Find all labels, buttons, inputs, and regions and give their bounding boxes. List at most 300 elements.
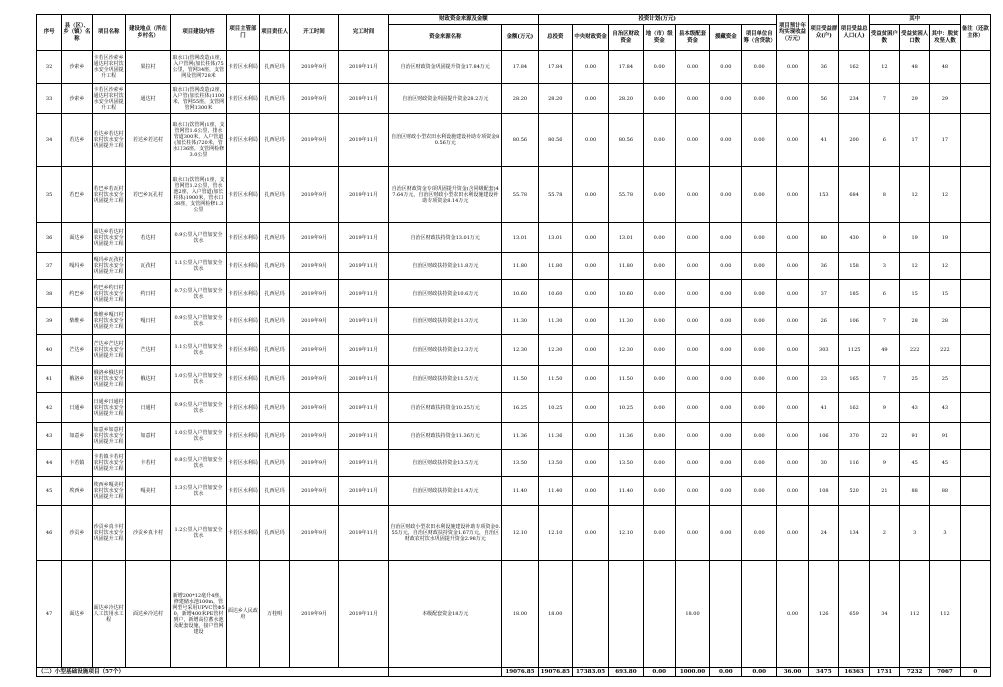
cell-county: 0.00	[675, 84, 709, 114]
cell-start: 2019年9月	[290, 561, 338, 668]
cell-poor-population: 88	[900, 477, 930, 506]
cell-content: 取水口(饮管网)1座，支管网管1.2公里，管水池2座，入户管道(加长柱体)1900米，管水口38座，支管网检修1.3公里	[171, 167, 227, 223]
cell-person: 扎西尼玛	[260, 366, 290, 393]
cell-remark	[960, 167, 990, 223]
cell-township: 柴维乡	[62, 308, 92, 335]
cell-self: 0.00	[742, 114, 776, 167]
cell-city	[643, 561, 675, 668]
cell-poor-households: 6	[869, 114, 899, 167]
cell-location: 芒达村	[125, 335, 170, 366]
cell-aid: 0.00	[710, 477, 742, 506]
cell-central: 0.00	[572, 450, 608, 477]
cell-aid: 0.00	[710, 335, 742, 366]
cell-content: 1.2公里入户管加安全饮水	[171, 506, 227, 561]
cell-poverty-exit: 28	[930, 308, 960, 335]
cell-population: 134	[839, 506, 869, 561]
cell-content: 取水口(管网改造)2座，入户管(加长柱体)1100米，管网55座，支管网管网1300米	[171, 84, 227, 114]
cell-region: 10.60	[609, 280, 643, 308]
cell-income: 0.00	[776, 335, 808, 366]
cell-poor-households: 7	[869, 366, 899, 393]
cell-region: 13.01	[609, 223, 643, 253]
cell-location: 如意村	[125, 423, 170, 450]
header-among: 其中	[869, 15, 960, 25]
cell-finish: 2019年11月	[338, 506, 388, 561]
cell-income: 0.00	[776, 423, 808, 450]
cell-location: 果拉村	[125, 51, 170, 84]
cell-self	[742, 561, 776, 668]
cell-population: 659	[839, 561, 869, 668]
cell-county: 0.00	[675, 450, 709, 477]
cell-start: 2019年9月	[290, 280, 338, 308]
cell-aid: 0.00	[710, 51, 742, 84]
cell-poor-population: 12	[900, 253, 930, 280]
cell-finish: 2019年11月	[338, 423, 388, 450]
cell-project-name: 若达乡若达村农村饮水安全巩固提升工程	[92, 114, 125, 167]
cell-poverty-exit: 15	[930, 280, 960, 308]
cell-fund-name: 自治区财政资金巩固提升资金17.84万元	[389, 51, 502, 84]
cell-seq: 37	[37, 253, 62, 280]
cell-remark	[960, 84, 990, 114]
cell-total: 13.50	[538, 450, 572, 477]
header-seq: 序号	[37, 15, 62, 51]
cell-project-name: 卡若区沙索乡通达村农村饮水安全巩固提升工程	[92, 51, 125, 84]
cell-region: 11.80	[609, 253, 643, 280]
cell-seq: 41	[37, 366, 62, 393]
cell-households: 30	[809, 450, 839, 477]
cell-dept: 卡若区水利局	[226, 167, 259, 223]
cell-households: 37	[809, 280, 839, 308]
cell-households: 41	[809, 393, 839, 423]
cell-poor-households: 6	[869, 280, 899, 308]
cell-remark	[960, 253, 990, 280]
cell-content: 0.9公里入户管加安全饮水	[171, 393, 227, 423]
cell-self: 0.00	[742, 253, 776, 280]
cell-amount: 13.01	[502, 223, 538, 253]
cell-poverty-exit: 12	[930, 253, 960, 280]
total-aid: 0.00	[710, 668, 742, 677]
project-table-sheet	[36, 14, 991, 677]
cell-finish: 2019年11月	[338, 167, 388, 223]
cell-content: 0.9公里入户管加安全饮水	[171, 308, 227, 335]
total-label: （二）小型基础设施项目（57个）	[37, 668, 389, 677]
cell-remark	[960, 308, 990, 335]
cell-central: 0.00	[572, 280, 608, 308]
cell-person: 扎西尼玛	[260, 506, 290, 561]
cell-finish: 2019年11月	[338, 393, 388, 423]
cell-amount: 80.56	[502, 114, 538, 167]
cell-dept: 卡若区水利局	[226, 477, 259, 506]
cell-poor-households: 12	[869, 51, 899, 84]
cell-poverty-exit: 19	[930, 223, 960, 253]
cell-start: 2019年9月	[290, 114, 338, 167]
cell-population: 165	[839, 366, 869, 393]
cell-fund-name: 自治区财政扶持资金13.01万元	[389, 223, 502, 253]
cell-start: 2019年9月	[290, 423, 338, 450]
cell-dept: 卡若区水利局	[226, 393, 259, 423]
cell-start: 2019年9月	[290, 308, 338, 335]
cell-income: 0.00	[776, 366, 808, 393]
cell-self: 0.00	[742, 393, 776, 423]
header-person: 项目责任人	[260, 15, 290, 51]
cell-poor-households: 21	[869, 477, 899, 506]
cell-remark	[960, 450, 990, 477]
cell-aid: 0.00	[710, 280, 742, 308]
header-poor-households: 受益贫困户数	[869, 25, 899, 51]
cell-location: 嘎日村	[125, 308, 170, 335]
cell-population: 185	[839, 280, 869, 308]
total-amount: 19076.85	[502, 668, 538, 677]
cell-person: 扎西尼玛	[260, 223, 290, 253]
header-region: 自治区财政资金	[609, 25, 643, 51]
cell-self: 0.00	[742, 477, 776, 506]
cell-income: 0.00	[776, 114, 808, 167]
cell-population: 520	[839, 477, 869, 506]
cell-poor-population: 112	[900, 561, 930, 668]
cell-households: 41	[809, 114, 839, 167]
cell-households: 26	[809, 308, 839, 335]
cell-central: 0.00	[572, 308, 608, 335]
cell-poverty-exit: 17	[930, 114, 960, 167]
cell-city: 0.00	[643, 450, 675, 477]
cell-dept: 卡若区水利局	[226, 253, 259, 280]
cell-dept: 卡若区水利局	[226, 506, 259, 561]
cell-poverty-exit: 48	[930, 51, 960, 84]
cell-dept: 卡若区水利局	[226, 280, 259, 308]
cell-person: 扎西尼玛	[260, 308, 290, 335]
header-fund-group: 财政资金来源及金额	[389, 15, 538, 25]
table-row	[37, 477, 991, 506]
cell-remark	[960, 506, 990, 561]
total-households: 3475	[809, 668, 839, 677]
cell-township: 若巴乡	[62, 167, 92, 223]
cell-start: 2019年9月	[290, 477, 338, 506]
cell-central: 0.00	[572, 51, 608, 84]
cell-central: 0.00	[572, 393, 608, 423]
cell-poor-population: 15	[900, 280, 930, 308]
cell-fund-name: 自治区财政扶持资金11.36万元	[389, 423, 502, 450]
cell-project-name: 若巴乡若瓦村农村饮水安全巩固提升工程	[92, 167, 125, 223]
cell-households: 36	[809, 51, 839, 84]
cell-households: 36	[809, 253, 839, 280]
cell-total: 11.36	[538, 423, 572, 450]
cell-dept: 卡若区水利局	[226, 114, 259, 167]
cell-poor-population: 12	[900, 167, 930, 223]
cell-finish: 2019年11月	[338, 114, 388, 167]
cell-poverty-exit: 112	[930, 561, 960, 668]
cell-population: 430	[839, 223, 869, 253]
cell-poor-households: 22	[869, 423, 899, 450]
cell-total: 12.30	[538, 335, 572, 366]
cell-person: 万桂明	[260, 561, 290, 668]
header-poverty-exit: 其中：脱贫攻坚人数	[930, 25, 960, 51]
table-row	[37, 223, 991, 253]
cell-central: 0.00	[572, 506, 608, 561]
header-fund-amount: 金额(万元)	[502, 25, 538, 51]
cell-location: 瓦孜村	[125, 253, 170, 280]
cell-central: 0.00	[572, 335, 608, 366]
total-population: 16363	[839, 668, 869, 677]
cell-finish: 2019年11月	[338, 223, 388, 253]
total-city: 0.00	[643, 668, 675, 677]
cell-region: 55.78	[609, 167, 643, 223]
cell-poor-population: 28	[900, 308, 930, 335]
cell-amount: 11.36	[502, 423, 538, 450]
total-county: 1000.00	[675, 668, 709, 677]
header-finish: 完工时间	[338, 15, 388, 51]
cell-content: 取水口(饮管网)1座，支管网管1.6公里，排水管道300米，入户管道(加长柱体)720米，管水口36座，支管网检修3.0公里	[171, 114, 227, 167]
cell-central: 0.00	[572, 477, 608, 506]
cell-project-name: 面达乡冷达村人工饮用水工程	[92, 561, 125, 668]
cell-income: 0.00	[776, 450, 808, 477]
cell-population: 162	[839, 51, 869, 84]
cell-start: 2019年9月	[290, 393, 338, 423]
cell-remark	[960, 393, 990, 423]
cell-finish: 2019年11月	[338, 366, 388, 393]
cell-content: 0.8公里入户管加安全饮水	[171, 450, 227, 477]
cell-city: 0.00	[643, 423, 675, 450]
cell-dept: 卡若区水利局	[226, 223, 259, 253]
header-aid: 援藏资金	[710, 25, 742, 51]
header-project-name: 项目名称	[92, 15, 125, 51]
cell-dept: 卡若区水利局	[226, 450, 259, 477]
cell-income: 0.00	[776, 51, 808, 84]
cell-seq: 39	[37, 308, 62, 335]
cell-dept: 卡若区水利局	[226, 423, 259, 450]
cell-poverty-exit: 45	[930, 450, 960, 477]
cell-population: 158	[839, 253, 869, 280]
cell-seq: 43	[37, 423, 62, 450]
cell-poverty-exit: 88	[930, 477, 960, 506]
header-plan-group: 投资计划(万元)	[538, 15, 776, 25]
cell-poor-households: 3	[869, 253, 899, 280]
cell-dept: 卡若区水利局	[226, 308, 259, 335]
cell-seq: 33	[37, 84, 62, 114]
cell-households: 108	[809, 477, 839, 506]
cell-township: 沙索乡	[62, 51, 92, 84]
cell-total: 28.20	[538, 84, 572, 114]
table-row	[37, 561, 991, 668]
total-poverty-exit: 7067	[930, 668, 960, 677]
cell-county: 0.00	[675, 167, 709, 223]
cell-households: 24	[809, 506, 839, 561]
cell-poverty-exit: 12	[930, 167, 960, 223]
cell-remark	[960, 280, 990, 308]
cell-person: 扎西尼玛	[260, 114, 290, 167]
cell-county: 0.00	[675, 223, 709, 253]
cell-county: 0.00	[675, 114, 709, 167]
cell-county: 0.00	[675, 423, 709, 450]
total-row	[37, 668, 991, 677]
cell-self: 0.00	[742, 335, 776, 366]
cell-amount: 28.20	[502, 84, 538, 114]
cell-township: 埃西乡	[62, 477, 92, 506]
cell-population: 684	[839, 167, 869, 223]
cell-county: 0.00	[675, 280, 709, 308]
cell-city: 0.00	[643, 477, 675, 506]
cell-finish: 2019年11月	[338, 450, 388, 477]
cell-poor-households: 9	[869, 393, 899, 423]
cell-households: 126	[809, 561, 839, 668]
cell-person: 扎西尼玛	[260, 167, 290, 223]
cell-remark	[960, 223, 990, 253]
cell-population: 162	[839, 393, 869, 423]
cell-self: 0.00	[742, 51, 776, 84]
header-dept: 项目主管部门	[226, 15, 259, 51]
cell-poor-households: 34	[869, 561, 899, 668]
cell-location: 若巴乡瓦孔村	[125, 167, 170, 223]
cell-amount: 17.84	[502, 51, 538, 84]
cell-poverty-exit: 25	[930, 366, 960, 393]
cell-township: 面达乡	[62, 561, 92, 668]
cell-township: 如意乡	[62, 423, 92, 450]
total-investment: 19076.85	[538, 668, 572, 677]
cell-households: 80	[809, 223, 839, 253]
cell-location: 若达乡若达村	[125, 114, 170, 167]
cell-amount: 16.25	[502, 393, 538, 423]
header-population: 项目受益总人口(人)	[839, 15, 869, 51]
cell-fund-name: 自治区财政小型农田水利设施建设补助专项资金80.56万元	[389, 114, 502, 167]
cell-poor-population: 48	[900, 51, 930, 84]
cell-start: 2019年9月	[290, 335, 338, 366]
cell-self: 0.00	[742, 450, 776, 477]
total-remark: 0	[960, 668, 990, 677]
cell-seq: 40	[37, 335, 62, 366]
cell-self: 0.00	[742, 223, 776, 253]
cell-amount: 18.00	[502, 561, 538, 668]
cell-poor-households: 9	[869, 450, 899, 477]
cell-region	[609, 561, 643, 668]
cell-poor-households: 7	[869, 84, 899, 114]
cell-households: 153	[809, 167, 839, 223]
header-content: 项目建设内容	[171, 15, 227, 51]
cell-population: 234	[839, 84, 869, 114]
cell-aid: 0.00	[710, 366, 742, 393]
cell-township: 嘎玛乡	[62, 253, 92, 280]
cell-income: 0.00	[776, 477, 808, 506]
cell-county: 0.00	[675, 335, 709, 366]
cell-aid: 0.00	[710, 423, 742, 450]
cell-income: 0.00	[776, 393, 808, 423]
cell-poor-households: 49	[869, 335, 899, 366]
cell-project-name: 卡若镇卡若村农村饮水安全巩固提升工程	[92, 450, 125, 477]
cell-population: 370	[839, 423, 869, 450]
cell-poor-population: 43	[900, 393, 930, 423]
cell-location: 沙贡乡真卡村	[125, 506, 170, 561]
cell-seq: 34	[37, 114, 62, 167]
table-row	[37, 506, 991, 561]
cell-location: 日通村	[125, 393, 170, 423]
cell-township: 沙索乡	[62, 84, 92, 114]
cell-total: 11.40	[538, 477, 572, 506]
header-township: 县（区）、乡（镇）名称	[62, 15, 92, 51]
cell-person: 扎西尼玛	[260, 477, 290, 506]
table-row	[37, 51, 991, 84]
cell-finish: 2019年11月	[338, 51, 388, 84]
cell-income: 0.00	[776, 506, 808, 561]
cell-self: 0.00	[742, 167, 776, 223]
cell-city: 0.00	[643, 253, 675, 280]
cell-location: 面达乡冷达村	[125, 561, 170, 668]
cell-amount: 11.40	[502, 477, 538, 506]
cell-city: 0.00	[643, 114, 675, 167]
cell-city: 0.00	[643, 308, 675, 335]
cell-start: 2019年9月	[290, 253, 338, 280]
cell-self: 0.00	[742, 506, 776, 561]
cell-dept: 面达乡人民政府	[226, 561, 259, 668]
cell-total: 11.30	[538, 308, 572, 335]
cell-total: 55.78	[538, 167, 572, 223]
total-fund-name	[389, 668, 502, 677]
cell-poor-population: 19	[900, 223, 930, 253]
cell-finish: 2019年11月	[338, 335, 388, 366]
cell-fund-name: 自治区财政扶持资金10.25万元	[389, 393, 502, 423]
cell-population: 116	[839, 450, 869, 477]
cell-fund-name: 自治区财政扶持资金11.4万元	[389, 477, 502, 506]
cell-location: 俄达村	[125, 366, 170, 393]
cell-amount: 11.50	[502, 366, 538, 393]
cell-fund-name: 自治区财政扶持资金11.5万元	[389, 366, 502, 393]
cell-region: 11.36	[609, 423, 643, 450]
cell-fund-name: 自治区财政扶持资金13.5万元	[389, 450, 502, 477]
cell-city: 0.00	[643, 84, 675, 114]
cell-region: 17.84	[609, 51, 643, 84]
cell-project-name: 芒达乡芒达村农村饮水安全巩固提升工程	[92, 335, 125, 366]
cell-households: 56	[809, 84, 839, 114]
cell-content: 1.0公里入户管加安全饮水	[171, 423, 227, 450]
cell-population: 106	[839, 308, 869, 335]
cell-region: 12.10	[609, 506, 643, 561]
cell-project-name: 嘎玛乡瓦孜村农村饮水安全巩固提升工程	[92, 253, 125, 280]
cell-location: 卡若村	[125, 450, 170, 477]
cell-region: 12.30	[609, 335, 643, 366]
cell-person: 扎西尼玛	[260, 423, 290, 450]
cell-total: 11.80	[538, 253, 572, 280]
cell-city: 0.00	[643, 366, 675, 393]
cell-county: 0.00	[675, 506, 709, 561]
cell-start: 2019年9月	[290, 450, 338, 477]
table-row	[37, 450, 991, 477]
total-self: 0.00	[742, 668, 776, 677]
cell-township: 沙贡乡	[62, 506, 92, 561]
table-row	[37, 84, 991, 114]
cell-project-name: 如意乡如意村农村饮水安全巩固提升工程	[92, 423, 125, 450]
cell-content: 1.1公里入户管加安全饮水	[171, 253, 227, 280]
cell-fund-name: 自治区财政小型农田水利设施建设补助专项资金0.55万元，自治区财政扶持资金1.67万元，自治区财政农村饮水巩固提升资金2.98万元	[389, 506, 502, 561]
total-poor-households: 1731	[869, 668, 899, 677]
header-fund-name: 资金来源名称	[389, 25, 502, 51]
cell-city: 0.00	[643, 51, 675, 84]
cell-remark	[960, 114, 990, 167]
cell-poor-population: 3	[900, 506, 930, 561]
table-row	[37, 335, 991, 366]
cell-central: 0.00	[572, 223, 608, 253]
total-poor-population: 7232	[900, 668, 930, 677]
table-row	[37, 308, 991, 335]
cell-person: 扎西尼玛	[260, 280, 290, 308]
cell-income: 0.00	[776, 280, 808, 308]
cell-person: 扎西尼玛	[260, 84, 290, 114]
cell-start: 2019年9月	[290, 223, 338, 253]
cell-poor-households: 9	[869, 223, 899, 253]
cell-person: 扎西尼玛	[260, 335, 290, 366]
cell-remark	[960, 423, 990, 450]
cell-total: 17.84	[538, 51, 572, 84]
cell-central: 0.00	[572, 84, 608, 114]
cell-central: 0.00	[572, 366, 608, 393]
cell-central	[572, 561, 608, 668]
cell-township: 卡若镇	[62, 450, 92, 477]
cell-seq: 35	[37, 167, 62, 223]
